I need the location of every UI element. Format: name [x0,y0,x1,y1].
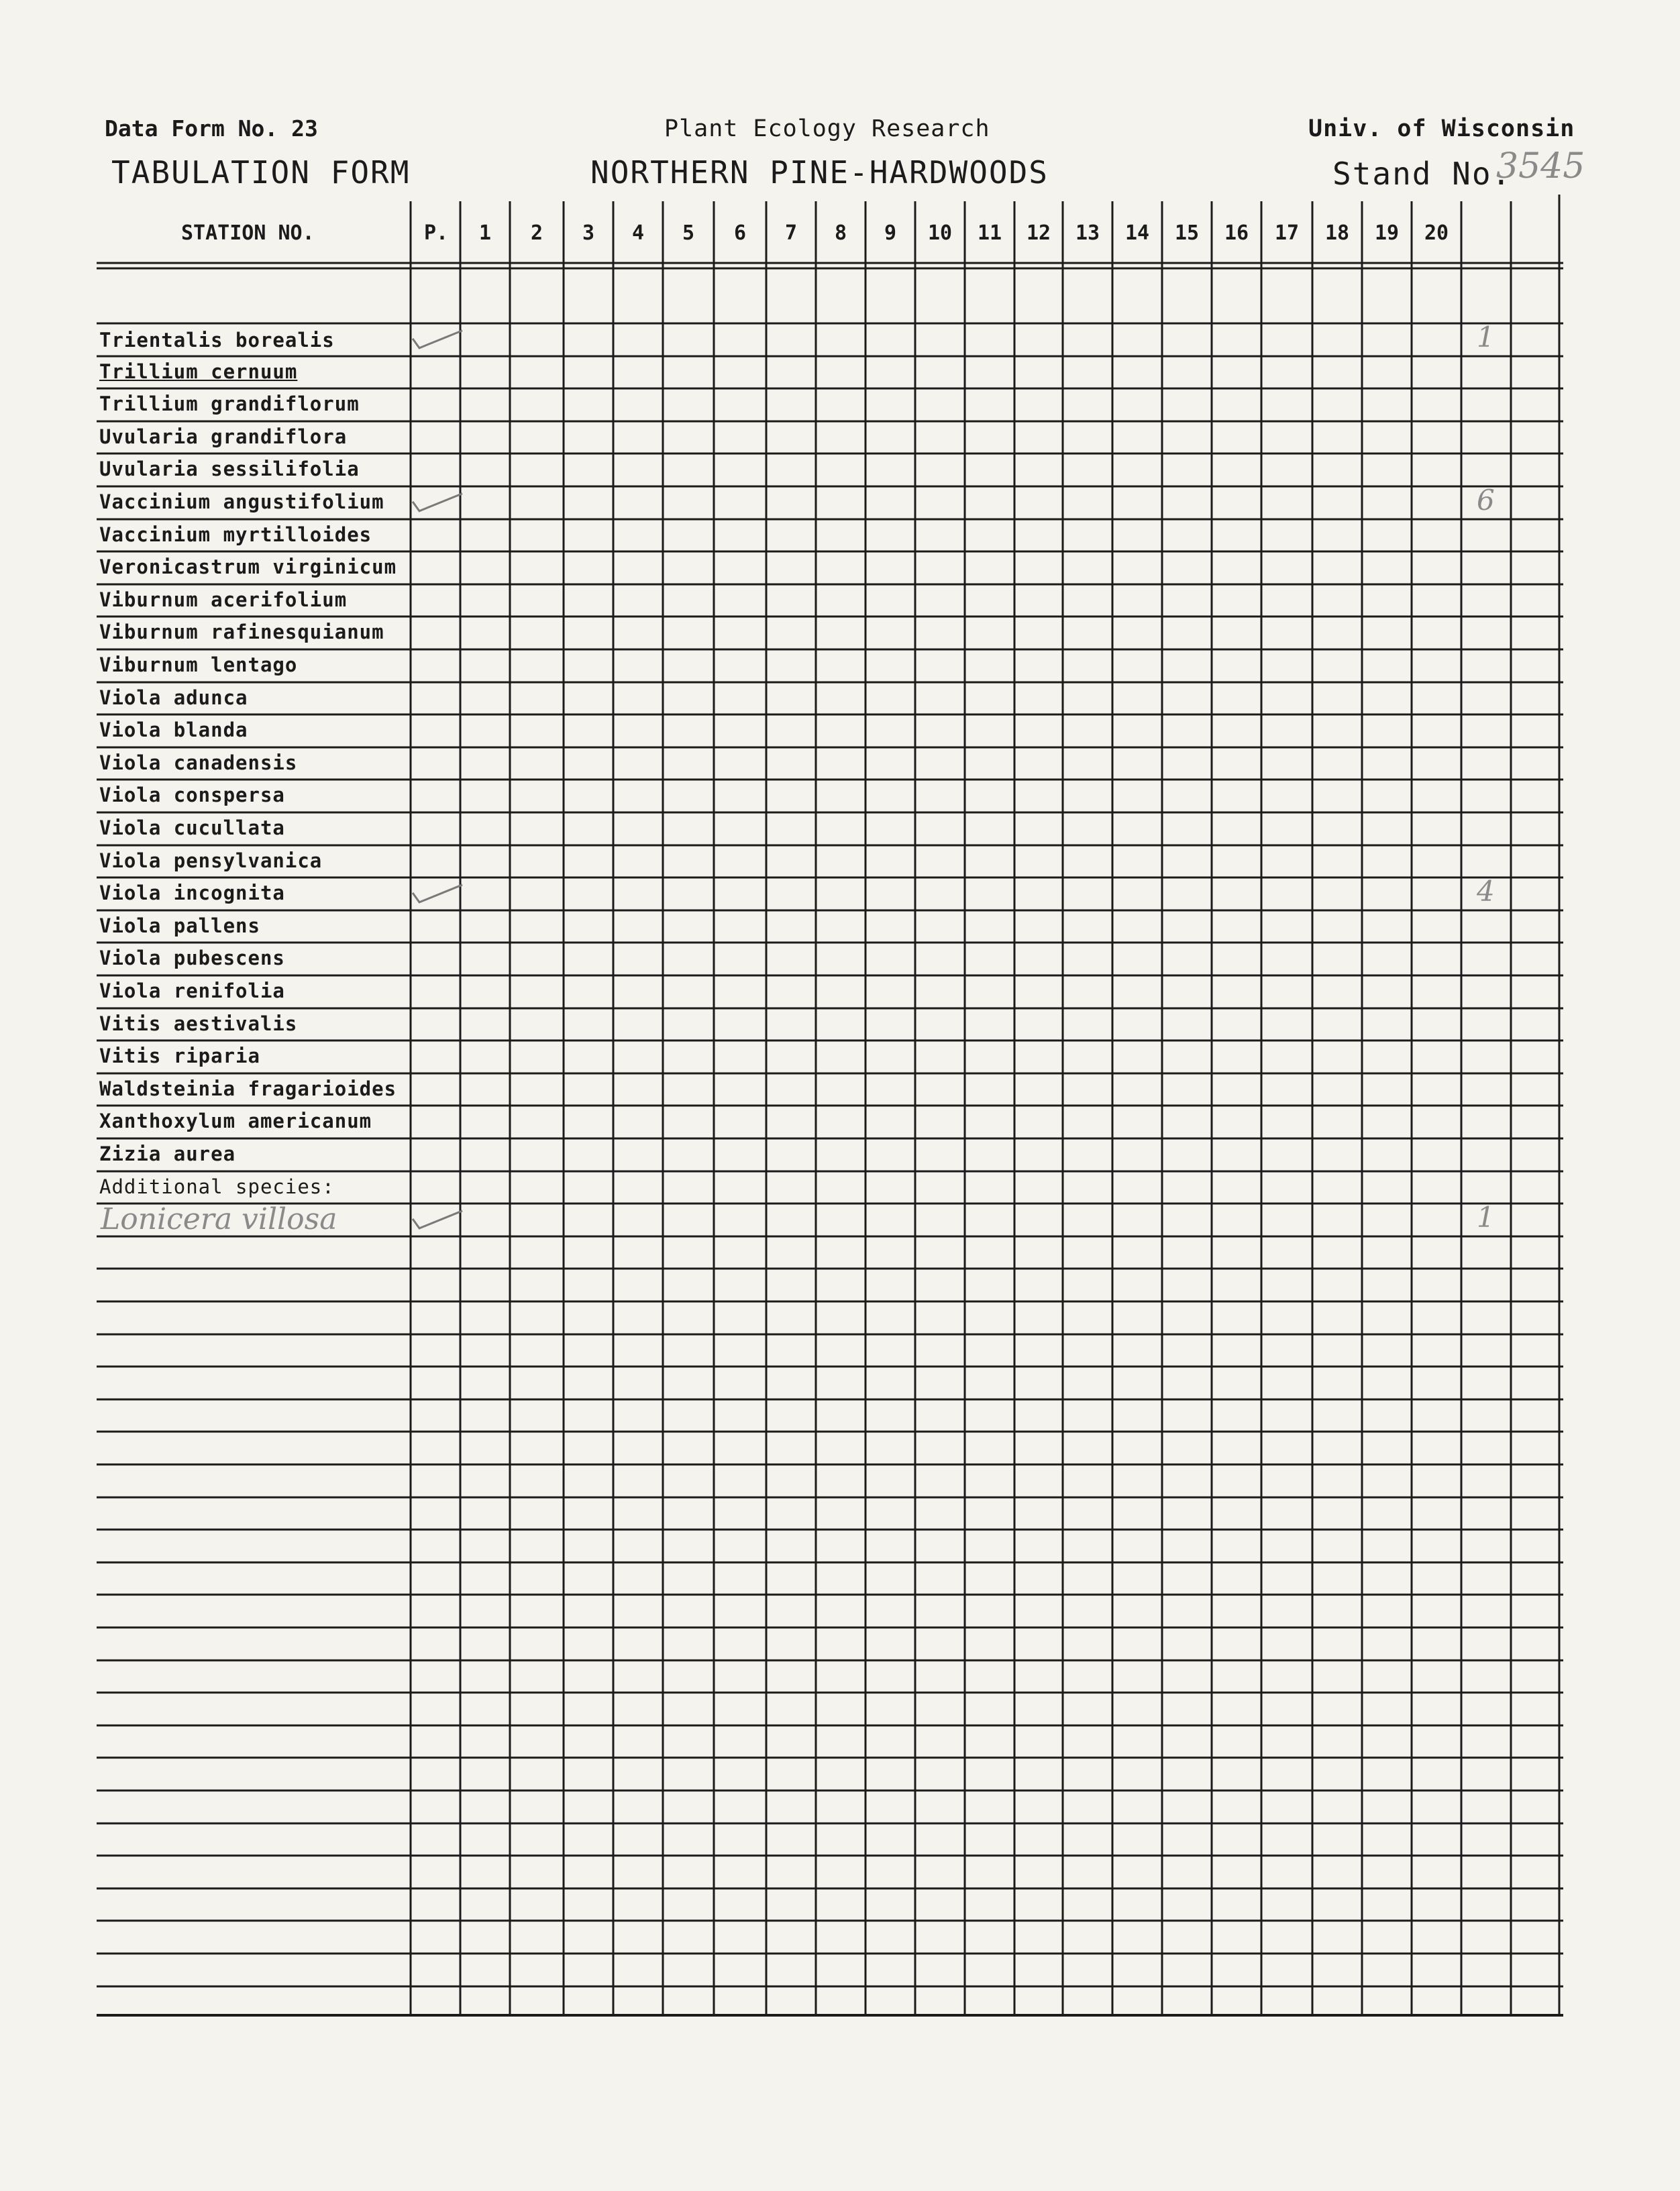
species-name: Viola pensylvanica [99,849,323,872]
station-column-header: 14 [1124,221,1150,245]
forest-type-title: NORTHERN PINE-HARDWOODS [590,154,1049,191]
station-column-header: 13 [1075,221,1100,245]
species-name: Trillium cernuum [99,360,298,383]
species-name: Trientalis borealis [99,329,335,352]
station-column-header: 19 [1374,221,1400,245]
station-column-header: 11 [977,221,1002,245]
presence-check-mark [413,885,462,902]
presence-header: P. [424,221,449,245]
stand-label: Stand No. [1332,156,1512,192]
species-name: Viburnum acerifolium [99,588,348,611]
frequency-value: 1 [1477,321,1495,354]
station-column-header: 5 [682,221,695,245]
species-name: Viola renifolia [99,979,285,1002]
station-no-header: STATION NO. [181,221,315,245]
species-name: Uvularia sessilifolia [99,458,360,481]
species-name: Viola adunca [99,686,248,709]
species-name: Viola blanda [99,718,248,742]
form-title: TABULATION FORM [111,154,411,191]
institution: Univ. of Wisconsin [1308,115,1575,142]
frequency-value: 1 [1477,1201,1495,1234]
research-heading: Plant Ecology Research [664,115,990,142]
station-column-header: 8 [834,221,847,245]
species-name: Waldsteinia fragarioides [99,1077,397,1100]
station-column-header: 1 [478,221,492,245]
station-column-header: 20 [1424,221,1449,245]
species-name: Veronicastrum virginicum [99,555,397,579]
frequency-value: 4 [1477,875,1495,908]
species-name: Vitis riparia [99,1045,260,1068]
species-name: Uvularia grandiflora [99,425,348,448]
species-name: Vaccinium angustifolium [99,490,384,513]
species-name: Viola incognita [99,881,285,905]
species-name: Viburnum rafinesquianum [99,621,384,644]
species-name: Viola conspersa [99,784,285,807]
station-column-header: 7 [784,221,798,245]
species-name: Viola cucullata [99,816,285,839]
stand-number-handwritten: 3545 [1496,146,1585,186]
station-column-header: 17 [1274,221,1300,245]
station-column-header: 10 [927,221,953,245]
station-column-header: 18 [1324,221,1350,245]
additional-species-label: Additional species: [99,1175,335,1198]
presence-check-mark [413,494,462,511]
form-number: Data Form No. 23 [105,115,318,142]
additional-species-handwritten: Lonicera villosa [101,1202,337,1237]
presence-check-mark [413,331,462,348]
station-column-header: 12 [1026,221,1051,245]
species-name: Viburnum lentago [99,653,298,676]
station-column-header: 2 [530,221,543,245]
species-name: Viola pubescens [99,947,285,970]
station-column-header: 15 [1174,221,1200,245]
species-name: Zizia aurea [99,1142,236,1165]
station-column-header: 6 [733,221,747,245]
frequency-value: 6 [1477,484,1495,517]
species-name: Vitis aestivalis [99,1012,298,1035]
species-name: Viola pallens [99,914,260,937]
station-column-header: 3 [582,221,595,245]
presence-check-mark [413,1211,462,1228]
station-column-header: 9 [884,221,897,245]
species-name: Vaccinium myrtilloides [99,523,372,546]
species-name: Viola canadensis [99,751,298,774]
station-column-header: 4 [631,221,645,245]
station-column-header: 16 [1224,221,1249,245]
species-name: Xanthoxylum americanum [99,1110,372,1133]
species-name: Trillium grandiflorum [99,392,360,416]
